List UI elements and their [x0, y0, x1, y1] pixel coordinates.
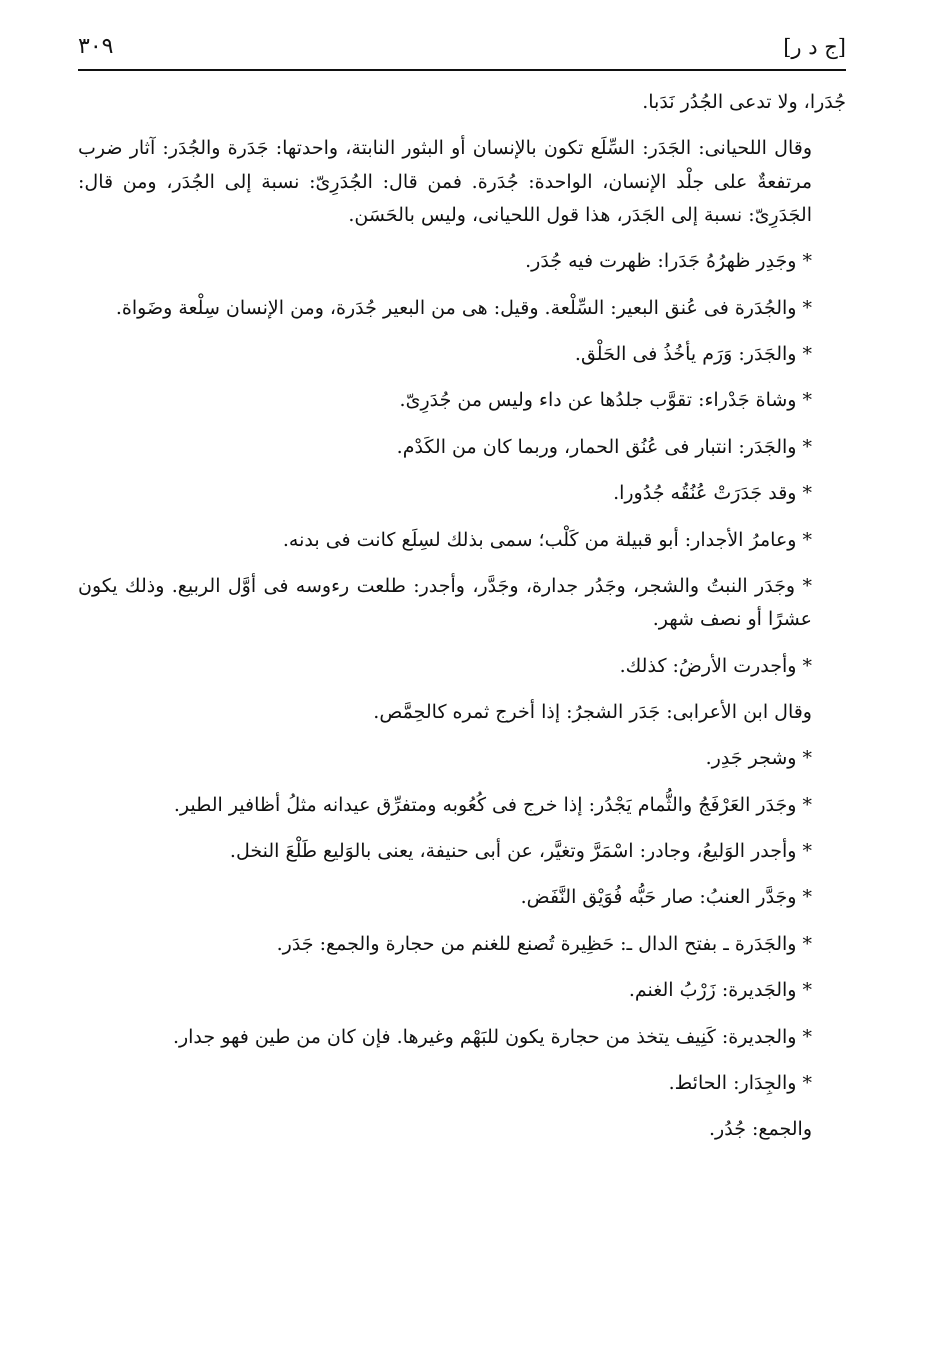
entry-paragraph: * والجُدَرة فى عُنق البعير: السِّلْعة. وقيل: هى من البعير جُدَرة، ومن الإنسان سِلْعة وضَواة.: [115, 296, 812, 319]
entry-paragraph: * وعامرُ الأجدار: أبو قبيلة من كَلْب؛ سمى بذلك لسِلَع كانت فى بدنه.: [282, 528, 812, 551]
entry-paragraph: * وجَدِر ظهرُهُ جَدَرا: ظهرت فيه جُدَر.: [525, 250, 812, 273]
page-number: ٣٠٩: [78, 34, 114, 59]
entry-paragraph: جُدَرا، ولا تدعى الجُدُر نَدَبا.: [642, 91, 846, 113]
entry-paragraph: * وشاة جَدْراء: تقوَّب جلدُها عن داء وليس من جُدَرِىّ.: [399, 389, 812, 412]
entry-paragraph: * وقد جَدَرَتْ عُنُقُه جُدُورا.: [613, 482, 812, 505]
entry-body: [78, 86, 846, 1147]
entry-paragraph: * والجَدَر: انتبار فى عُنُق الحمار، وربما كان من الكَدْم.: [396, 435, 812, 458]
entry-paragraph: * وشجر جَدِر.: [705, 747, 812, 770]
entry-paragraph: * والجَديرة: زَرْبُ الغنم.: [628, 979, 812, 1002]
header-divider: [78, 69, 846, 71]
entry-paragraph: * والجَدَر: وَرَم يأخُذُ فى الحَلْق.: [574, 342, 812, 365]
entry-paragraph: * والجِدَار: الحائط.: [668, 1072, 812, 1095]
entry-paragraph: * والجديرة: كَنِيف يتخذ من حجارة يكون للبَهْم وغيرها. فإن كان من طين فهو جدار.: [172, 1025, 812, 1048]
section-heading: [ج د ر]: [783, 35, 846, 59]
entry-paragraph: وقال اللحيانى: الجَدَر: السِّلَع تكون بالإنسان أو البثور النابتة، واحدتها: جَدَرة والجُدَر: آثار ضرب مرتفعةٌ على جلْد الإنسان، الواحدة: جُدَرة. فمن قال: الجُدَرِىّ: نسبة إلى الجُدَر، ومن قال: الجَدَرِىّ: نسبة إلى الجَدَر، هذا قول اللحيانى، وليس بالحَسَن.: [78, 137, 812, 226]
entry-paragraph: * وجَدَر العَرْفَجُ والثُّمام يَجْدُر: إذا خرج فى كُعُوبه ومتفرِّق عيدانه مثلُ أظافير الطير.: [173, 793, 812, 816]
page-header: [78, 30, 846, 70]
entry-paragraph: * وجَدَر النبتُ والشجر، وجَدُر جدارة، وجَدَّر، وأجدر: طلعت رءوسه فى أوَّل الربيع. وذلك يكون عشرًا أو نصف شهر.: [78, 574, 812, 631]
entry-paragraph: والجمع: جُدُر.: [709, 1118, 812, 1141]
entry-paragraph: * وأجدر الوَليعُ، وجادر: اسْمَرَّ وتغيَّر، عن أبى حنيفة، يعنى بالوَليع طَلْعَ النخل.: [229, 840, 812, 863]
entry-paragraph: * والجَدَرة ـ بفتح الدال ـ: حَظِيرة تُصنع للغنم من حجارة والجمع: جَدَر.: [276, 932, 812, 955]
entry-paragraph: * وأجدرت الأرضُ: كذلك.: [619, 654, 812, 677]
entry-paragraph: وقال ابن الأعرابى: جَدَر الشجرُ: إذا أخرج ثمره كالحِمَّص.: [373, 700, 812, 723]
entry-paragraph: * وجَدَّر العنبُ: صار حَبُّه فُوَيْق النَّفَض.: [520, 886, 812, 909]
